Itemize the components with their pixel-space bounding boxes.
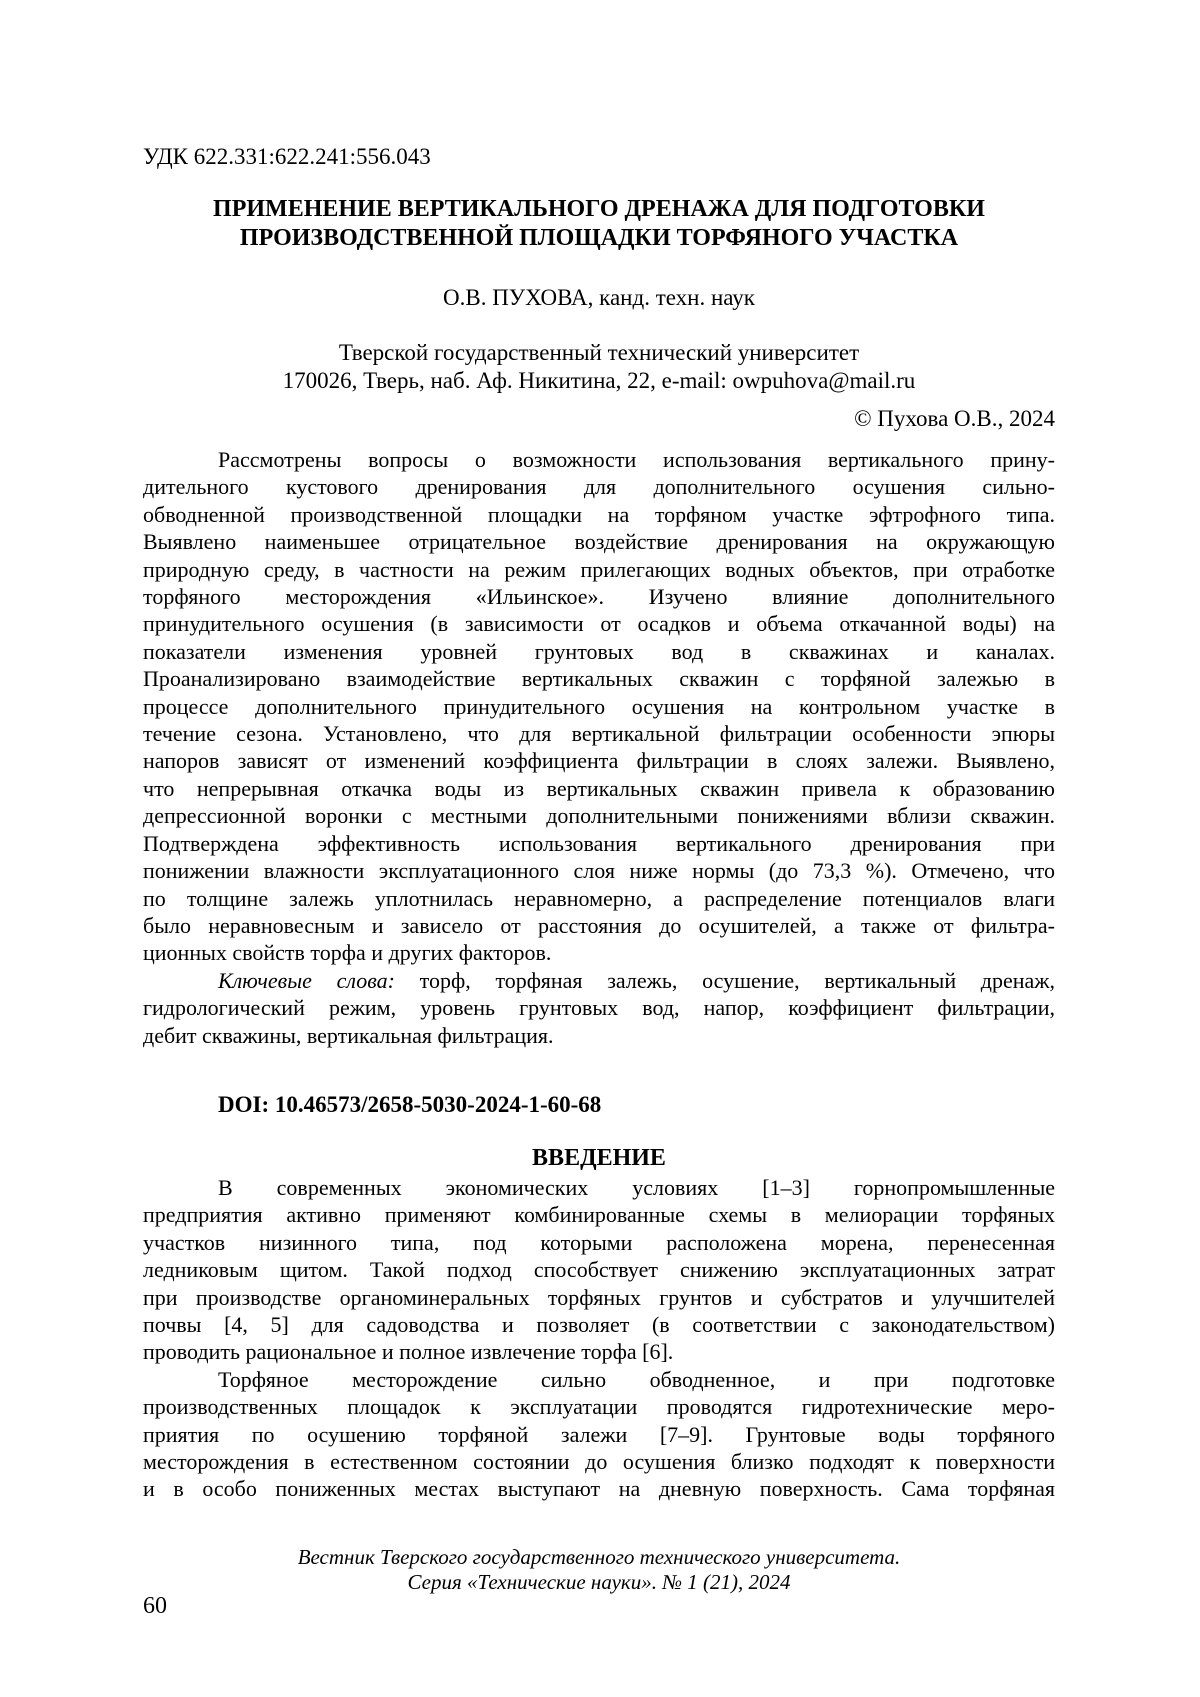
text-line: 170026, Тверь, наб. Аф. Никитина, 22, e-mail: owpuhova@mail.ru	[282, 368, 916, 393]
text-line: принудительного осушения (в зависимости от осадков и объема откачанной воды) на	[143, 611, 1055, 637]
introduction-paragraph-1	[143, 1174, 1055, 1366]
text-line: по толщине залежь уплотнилась неравномерно, а распределение потенциалов влаги	[143, 885, 1055, 911]
text-line: при производстве органоминеральных торфяных грунтов и субстратов и улучшителей	[143, 1284, 1055, 1310]
text-line: Выявлено наименьшее отрицательное воздействие дренирования на окружающую	[143, 529, 1055, 555]
author-line: О.В. ПУХОВА, канд. техн. наук	[443, 285, 755, 310]
text-line: проводить рациональное и полное извлечение торфа [6].	[143, 1339, 674, 1365]
text-line: природную среду, в частности на режим прилегающих водных объектов, при отработке	[143, 556, 1055, 582]
keywords-label: Ключевые слова:	[218, 967, 395, 993]
introduction-text	[143, 1174, 1055, 1503]
text-line: понижении влажности эксплуатационного слоя ниже нормы (до 73,3 %). Отмечено, что	[143, 858, 1055, 884]
text-line: Серия «Технические науки». № 1 (21), 2024	[407, 1570, 791, 1594]
copyright-notice: © Пухова О.В., 2024	[854, 406, 1055, 431]
text-line: участков низинного типа, под которыми расположена морена, перенесенная	[143, 1229, 1055, 1255]
section-heading-introduction: ВВЕДЕНИЕ	[532, 1145, 666, 1171]
abstract-paragraph	[143, 446, 1055, 967]
keywords-paragraph	[143, 967, 1055, 1049]
text-line: и в особо пониженных местах выступают на дневную поверхность. Сама торфяная	[143, 1476, 1055, 1502]
text-line: ледниковым щитом. Такой подход способствует снижению эксплуатационных затрат	[143, 1257, 1055, 1283]
doi-line: DOI: 10.46573/2658-5030-2024-1-60-68	[218, 1092, 602, 1117]
article-title	[143, 195, 1055, 252]
text-line: торфяного месторождения «Ильинское». Изучено влияние дополнительного	[143, 584, 1055, 610]
text-line: дительного кустового дренирования для дополнительного осушения сильно-	[143, 474, 1055, 500]
text-line: почвы [4, 5] для садоводства и позволяет (в соответствии с законодательством)	[143, 1312, 1055, 1338]
text-line: депрессионной воронки с местными дополнительными понижениями вблизи скважин.	[143, 803, 1055, 829]
keywords-line	[143, 967, 1055, 994]
text-line: обводненной производственной площадки на торфяном участке эфтрофного типа.	[143, 501, 1055, 527]
text-line: ционных свойств торфа и других факторов.	[143, 940, 552, 966]
text-line: В современных экономических условиях [1–3] горнопромышленные	[218, 1175, 1055, 1200]
text-line: Вестник Тверского государственного технического университета.	[297, 1545, 901, 1569]
text-line: предприятия активно применяют комбинированные схемы в мелиорации торфяных	[143, 1202, 1055, 1228]
affiliation	[143, 339, 1055, 395]
udc-code: УДК 622.331:622.241:556.043	[143, 144, 431, 169]
text-line: ПРИМЕНЕНИЕ ВЕРТИКАЛЬНОГО ДРЕНАЖА ДЛЯ ПОДГОТОВКИ	[213, 196, 985, 222]
text-line: течение сезона. Установлено, что для вертикальной фильтрации особенности эпюры	[143, 721, 1055, 747]
text-line: было неравновесным и зависело от расстояния до осушителей, а также от фильтра-	[143, 912, 1055, 938]
journal-footer	[143, 1545, 1055, 1595]
text-line: приятия по осушению торфяной залежи [7–9]. Грунтовые воды торфяного	[143, 1421, 1055, 1447]
text-line: Тверской государственный технический университет	[338, 340, 860, 365]
text-line: производственных площадок к эксплуатации проводятся гидротехнические меро-	[143, 1394, 1055, 1420]
keywords-line: дебит скважины, вертикальная фильтрация.	[143, 1022, 554, 1048]
text-line: ПРОИЗВОДСТВЕННОЙ ПЛОЩАДКИ ТОРФЯНОГО УЧАСТКА	[239, 224, 959, 251]
abstract-and-keywords	[143, 446, 1055, 1049]
text-line: Подтверждена эффективность использования вертикального дренирования при	[143, 830, 1055, 856]
text-line: месторождения в естественном состоянии до осушения близко подходят к поверхности	[143, 1449, 1055, 1475]
text-line: показатели изменения уровней грунтовых вод в скважинах и каналах.	[143, 638, 1055, 664]
text-line: Проанализировано взаимодействие вертикальных скважин с торфяной залежью в	[143, 666, 1055, 692]
text-line: что непрерывная откачка воды из вертикальных скважин привела к образованию	[143, 775, 1055, 801]
keywords-line: гидрологический режим, уровень грунтовых вод, напор, коэффициент фильтрации,	[143, 995, 1055, 1021]
text-line: Рассмотрены вопросы о возможности использования вертикального прину-	[218, 447, 1055, 472]
keywords-text: торф, торфяная залежь, осушение, вертикальный дренаж,	[394, 967, 1056, 993]
text-line: напоров зависят от изменений коэффициента фильтрации в слоях залежи. Выявлено,	[143, 748, 1055, 774]
introduction-paragraph-2	[143, 1366, 1055, 1503]
text-line: Торфяное месторождение сильно обводненное, и при подготовке	[218, 1366, 1055, 1392]
text-line: процессе дополнительного принудительного осушения на контрольном участке в	[143, 693, 1055, 719]
page-number: 60	[143, 1593, 167, 1619]
